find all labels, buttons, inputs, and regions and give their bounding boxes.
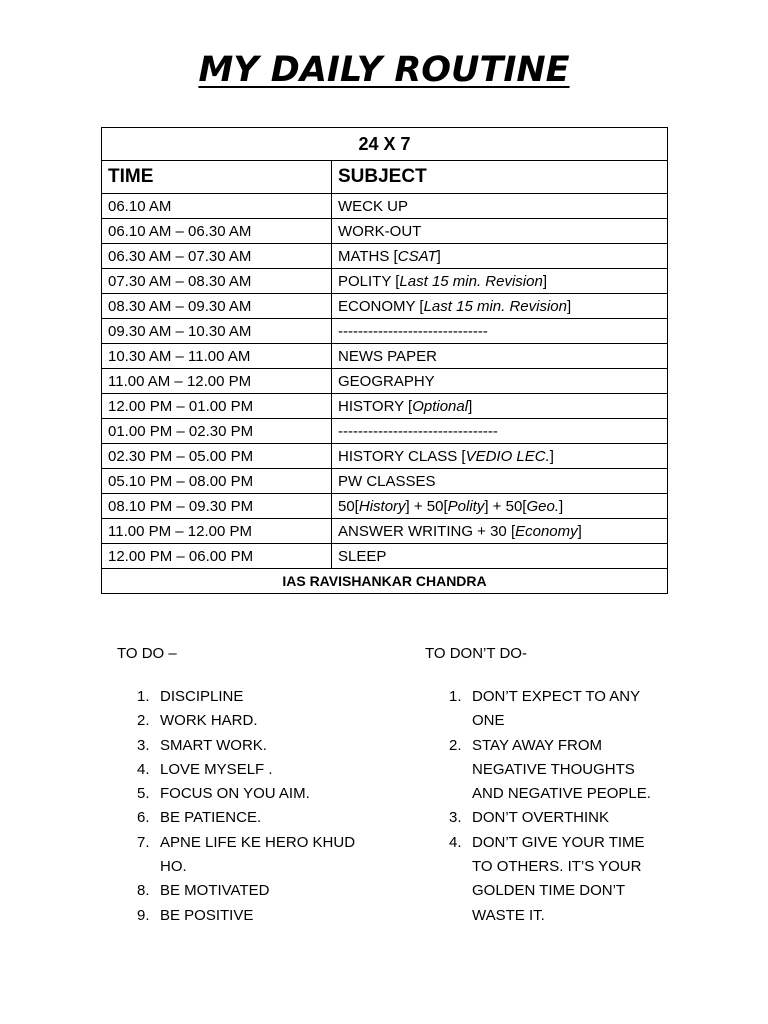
list-item <box>117 685 407 709</box>
subject-text: CSAT <box>397 247 437 265</box>
list-item-text: FOCUS ON YOU AIM. <box>160 785 310 803</box>
subject-text: NEWS PAPER <box>338 347 437 365</box>
list-item <box>425 709 675 733</box>
list-item-number: 8. <box>137 882 150 900</box>
subject-column-header: SUBJECT <box>332 161 668 194</box>
subject-cell <box>332 519 668 544</box>
list-item-number: 6. <box>137 809 150 827</box>
subject-text: PW CLASSES <box>338 472 436 490</box>
time-cell: 05.10 PM – 08.00 PM <box>102 469 332 494</box>
subject-text: ] <box>542 272 547 290</box>
table-row <box>102 419 668 444</box>
list-item-number: 7. <box>137 833 150 851</box>
table-row <box>102 219 668 244</box>
list-item <box>117 758 407 782</box>
subject-cell <box>332 294 668 319</box>
subject-text: ------------------------------ <box>338 322 488 340</box>
subject-text: ] <box>566 297 572 315</box>
time-cell: 06.10 AM <box>102 194 332 219</box>
todo-list <box>117 685 407 928</box>
list-item-text: APNE LIFE KE HERO KHUD <box>160 833 356 851</box>
list-item <box>425 685 675 709</box>
list-item-text: AND NEGATIVE PEOPLE. <box>472 785 651 803</box>
list-item-number: 2. <box>137 712 150 730</box>
list-item <box>425 879 675 903</box>
list-item <box>425 904 675 928</box>
subject-cell <box>332 419 668 444</box>
time-cell: 12.00 PM – 06.00 PM <box>102 544 332 569</box>
list-item <box>117 879 407 903</box>
list-item-text: BE PATIENCE. <box>160 809 262 827</box>
subject-text: HISTORY [ <box>338 397 413 415</box>
subject-text: SLEEP <box>338 547 387 565</box>
list-item <box>117 734 407 758</box>
table-row <box>102 294 668 319</box>
subject-text: Last 15 min. Revision <box>423 297 567 315</box>
table-footer-row <box>102 569 668 594</box>
table-row <box>102 394 668 419</box>
subject-cell <box>332 494 668 519</box>
todo-section <box>117 643 407 928</box>
subject-text: POLITY [ <box>338 272 400 290</box>
subject-text: ] <box>468 397 473 415</box>
time-cell: 10.30 AM – 11.00 AM <box>102 344 332 369</box>
list-item <box>425 782 675 806</box>
page-title-text: MY DAILY ROUTINE <box>198 50 570 90</box>
subject-text: 50[ <box>338 497 359 515</box>
list-item <box>117 831 407 855</box>
list-item <box>117 855 407 879</box>
time-cell: 11.00 AM – 12.00 PM <box>102 369 332 394</box>
list-item-text: GOLDEN TIME DON’T <box>472 882 626 900</box>
table-row <box>102 519 668 544</box>
list-item <box>425 806 675 830</box>
subject-text: ] <box>549 447 554 465</box>
table-banner-row <box>102 128 668 161</box>
list-item <box>425 831 675 855</box>
subject-text: Last 15 min. Revision <box>399 272 543 290</box>
subject-text: Economy <box>515 522 578 540</box>
list-item-number: 3. <box>449 809 462 827</box>
list-item-text: HO. <box>160 858 187 876</box>
dont-section <box>425 643 675 928</box>
list-item-text: STAY AWAY FROM <box>472 736 603 754</box>
subject-cell <box>332 444 668 469</box>
time-cell: 01.00 PM – 02.30 PM <box>102 419 332 444</box>
time-cell: 12.00 PM – 01.00 PM <box>102 394 332 419</box>
subject-text: ] + 50[ <box>484 497 527 515</box>
list-item-text: WORK HARD. <box>160 712 258 730</box>
table-row <box>102 444 668 469</box>
time-cell: 08.10 PM – 09.30 PM <box>102 494 332 519</box>
list-item-number: 3. <box>137 736 150 754</box>
subject-cell <box>332 344 668 369</box>
dont-list <box>425 685 675 928</box>
table-row <box>102 344 668 369</box>
list-item-number: 9. <box>137 906 150 924</box>
table-row <box>102 269 668 294</box>
list-item-text: BE MOTIVATED <box>160 882 270 900</box>
subject-text: History <box>358 497 406 515</box>
list-item <box>425 855 675 879</box>
subject-text: ] <box>577 522 582 540</box>
table-row <box>102 544 668 569</box>
subject-text: ] + 50[ <box>405 497 448 515</box>
subject-text: ECONOMY [ <box>338 297 424 315</box>
dont-heading: TO DON’T DO- <box>425 645 527 662</box>
table-row <box>102 194 668 219</box>
list-item <box>117 806 407 830</box>
subject-text: ANSWER WRITING + 30 [ <box>338 522 516 540</box>
time-cell: 09.30 AM – 10.30 AM <box>102 319 332 344</box>
subject-cell <box>332 319 668 344</box>
list-item-number: 2. <box>449 736 462 754</box>
time-cell: 06.30 AM – 07.30 AM <box>102 244 332 269</box>
list-item <box>117 782 407 806</box>
subject-text: -------------------------------- <box>338 422 498 440</box>
subject-cell <box>332 544 668 569</box>
list-item-number: 4. <box>137 760 150 778</box>
subject-cell <box>332 219 668 244</box>
subject-cell <box>332 394 668 419</box>
subject-text: GEOGRAPHY <box>338 372 435 390</box>
time-cell: 02.30 PM – 05.00 PM <box>102 444 332 469</box>
list-item-number: 5. <box>137 785 150 803</box>
list-item-text: DON’T OVERTHINK <box>472 809 609 827</box>
table-row <box>102 494 668 519</box>
subject-cell <box>332 369 668 394</box>
table-banner: 24 X 7 <box>102 128 668 161</box>
subject-text: VEDIO LEC. <box>465 447 550 465</box>
table-row <box>102 369 668 394</box>
subject-text: Optional <box>412 397 469 415</box>
time-cell: 08.30 AM – 09.30 AM <box>102 294 332 319</box>
list-item <box>117 904 407 928</box>
table-row <box>102 319 668 344</box>
list-item-text: NEGATIVE THOUGHTS <box>472 760 635 778</box>
subject-cell <box>332 244 668 269</box>
subject-text: WECK UP <box>338 197 409 215</box>
list-item-text: SMART WORK. <box>160 736 267 754</box>
subject-text: MATHS [ <box>338 247 398 265</box>
todo-heading: TO DO – <box>117 645 177 662</box>
subject-cell <box>332 194 668 219</box>
subject-cell <box>332 469 668 494</box>
subject-text: WORK-OUT <box>338 222 422 240</box>
page-title <box>0 44 768 96</box>
list-item-text: DON’T EXPECT TO ANY <box>472 688 641 705</box>
subject-text: HISTORY CLASS [ <box>338 447 466 465</box>
list-item-number: 1. <box>449 688 462 705</box>
list-item-number: 1. <box>137 688 150 705</box>
table-header-row <box>102 161 668 194</box>
time-cell: 06.10 AM – 06.30 AM <box>102 219 332 244</box>
list-item <box>425 734 675 758</box>
time-cell: 07.30 AM – 08.30 AM <box>102 269 332 294</box>
list-item-text: DISCIPLINE <box>160 688 244 705</box>
subject-cell <box>332 269 668 294</box>
time-cell: 11.00 PM – 12.00 PM <box>102 519 332 544</box>
subject-text: Geo. <box>526 497 559 515</box>
routine-table <box>101 127 668 594</box>
list-item <box>425 758 675 782</box>
subject-text: ] <box>559 497 564 515</box>
table-row <box>102 244 668 269</box>
list-item-text: TO OTHERS. IT’S YOUR <box>472 858 642 876</box>
list-item-text: ONE <box>472 712 505 730</box>
list-item <box>117 709 407 733</box>
subject-text: Polity <box>447 497 485 515</box>
list-item-text: DON’T GIVE YOUR TIME <box>472 833 645 851</box>
list-item-number: 4. <box>449 833 462 851</box>
table-row <box>102 469 668 494</box>
subject-text: ] <box>436 247 441 265</box>
time-column-header: TIME <box>102 161 332 194</box>
list-item-text: WASTE IT. <box>472 906 545 924</box>
list-item-text: BE POSITIVE <box>160 906 254 924</box>
list-item-text: LOVE MYSELF . <box>160 760 273 778</box>
table-footer: IAS RAVISHANKAR CHANDRA <box>102 569 668 594</box>
